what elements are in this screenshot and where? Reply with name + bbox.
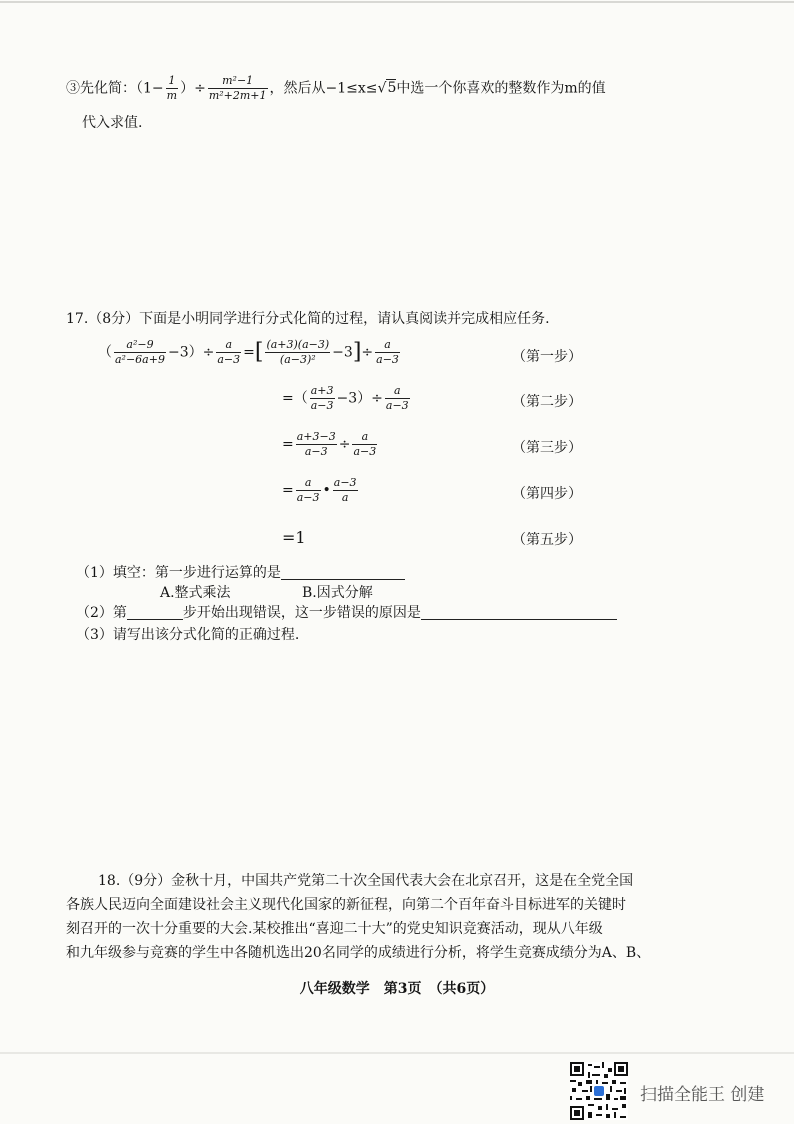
scan-edge-bottom xyxy=(0,1052,794,1054)
q17-step4-expression: = $\frac{a}{a-3}$ • $\frac{a-3}{a}$ xyxy=(282,476,357,504)
q16-instruction: 中选一个你喜欢的整数作为m的值 xyxy=(396,80,606,97)
q17-header: 17.（8分）下面是小明同学进行分式化简的过程，请认真阅读并完成相应任务. xyxy=(66,311,550,327)
q17-step1-expression: （ $\frac{\text{a²−9}}{\text{a²−6a+9}}$ −3）÷ $\frac{a}{a-3}$ =[ $\frac{(a+3)(a-3)}{\text{(a−3)²}}$ −3]÷ $\frac{a}{a-3}$ xyxy=(98,338,399,366)
q17-s5-value: 1 xyxy=(295,528,306,547)
q17-option-b: B.因式分解 xyxy=(302,585,373,601)
q16-paren-close: ）÷ xyxy=(180,80,206,97)
q17-s1-fraction-3: $\frac{(a+3)(a-3)}{\text{(a−3)²}}$ xyxy=(266,338,330,366)
q16-part3-line2: 代入求值. xyxy=(82,115,143,131)
q17-task1: （1）填空：第一步进行运算的是 xyxy=(76,566,405,580)
q17-task2: （2）第 步开始出现错误，这一步错误的原因是 xyxy=(76,606,617,620)
q18-line1: 18.（9分）金秋十月，中国共产党第二十次全国代表大会在北京召开，这是在全党全国 xyxy=(98,873,634,889)
q17-s3-fraction-2: $\frac{a}{a-3}$ xyxy=(353,430,377,458)
q17-s2-fraction-2: $\frac{a}{a-3}$ xyxy=(385,384,409,412)
sqrt-icon: √ xyxy=(377,80,387,97)
q17-option-a: A.整式乘法 xyxy=(160,585,231,601)
q17-task2-reason-blank[interactable] xyxy=(421,619,617,620)
q16-part3-line1 xyxy=(66,74,606,103)
q16-paren-open: （1− xyxy=(136,80,164,97)
q17-s1-fraction-4: $\frac{a}{a-3}$ xyxy=(376,338,399,366)
q18-line2: 各族人民迈向全面建设社会主义现代化国家的新征程，向第二个百年奋斗目标进军的关键时 xyxy=(66,897,626,913)
q17-step4-label: （第四步） xyxy=(512,486,582,502)
q17-step2-expression: =（ $\frac{a+3}{a-3}$ −3）÷ $\frac{a}{a-3}$ xyxy=(282,384,409,412)
q16-range-text: ，然后从−1≤x≤ xyxy=(269,80,378,97)
q17-task2-step-blank[interactable] xyxy=(127,619,183,620)
q18-line3: 刻召开的一次十分重要的大会.某校推出“喜迎二十大”的党史知识竞赛活动，现从八年级 xyxy=(66,921,603,937)
page-footer: 八年级数学 第3页 （共6页） xyxy=(299,981,495,997)
qr-code-icon xyxy=(570,1062,628,1120)
q16-label: ③先化简： xyxy=(66,80,136,97)
scanner-watermark: 扫描全能王 创建 xyxy=(640,1085,765,1105)
q17-s1-fraction-2: $\frac{a}{a-3}$ xyxy=(217,338,241,366)
q17-s1-fraction-1: $\frac{\text{a²−9}}{\text{a²−6a+9}}$ xyxy=(115,338,165,366)
q17-step5-label: （第五步） xyxy=(512,532,582,548)
q17-step3-label: （第三步） xyxy=(512,440,582,456)
q17-s4-fraction-2: $\frac{a-3}{a}$ xyxy=(333,476,357,504)
q17-step1-label: （第一步） xyxy=(512,349,582,365)
q17-s4-fraction-1: $\frac{a}{a-3}$ xyxy=(296,476,320,504)
q16-fraction-2: $\frac{\text{m²−1}}{\text{m²+2m+1}}$ xyxy=(208,74,267,102)
q17-task1-answer-blank[interactable] xyxy=(281,579,405,580)
q16-sqrt-value: 5 xyxy=(387,80,397,97)
q17-s3-fraction-1: $\frac{a+3-3}{a-3}$ xyxy=(296,430,336,458)
scan-edge-top xyxy=(0,1,794,3)
q17-step2-label: （第二步） xyxy=(512,394,582,410)
q17-step3-expression: = $\frac{a+3-3}{a-3}$ ÷ $\frac{a}{a-3}$ xyxy=(282,430,377,458)
q18-line4: 和九年级参与竞赛的学生中各随机选出20名同学的成绩进行分析，将学生竞赛成绩分为A、B、 xyxy=(66,945,651,961)
q17-task3: （3）请写出该分式化简的正确过程. xyxy=(76,627,300,643)
q17-s2-fraction-1: $\frac{a+3}{a-3}$ xyxy=(310,384,334,412)
q17-step5-expression: =1 xyxy=(282,528,306,547)
q16-fraction-1: $\frac{1}{m}$ xyxy=(166,74,178,102)
